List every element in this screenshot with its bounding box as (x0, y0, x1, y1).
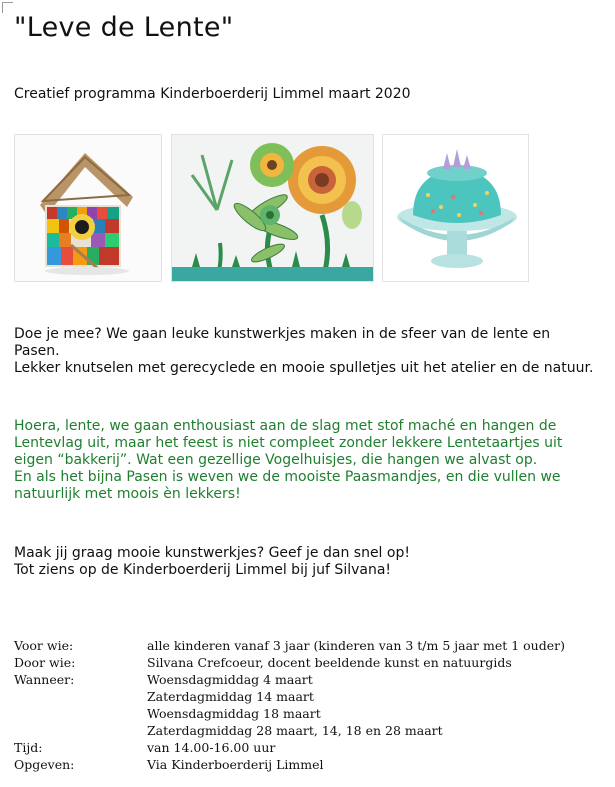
details-value: van 14.00-16.00 uur (147, 740, 276, 755)
details-value: Woensdagmiddag 4 maart (147, 672, 313, 687)
intro-line: Doe je mee? We gaan leuke kunstwerkjes maken in de sfeer van de lente en (14, 326, 551, 342)
green-line: Hoera, lente, we gaan enthousiast aan de slag met stof maché en hangen de (14, 418, 557, 434)
details-value: Zaterdagmiddag 14 maart (147, 689, 314, 704)
details-label: Door wie: (14, 655, 76, 670)
details-label: Wanneer: (14, 672, 75, 687)
cake-photo (382, 134, 529, 282)
details-label: Tijd: (14, 740, 43, 755)
details-value: Zaterdagmiddag 28 maart, 14, 18 en 28 maart (147, 723, 443, 738)
closing-paragraph (14, 545, 614, 579)
green-line: Lentevlag uit, maar het feest is niet compleet zonder lekkere Lentetaartjes uit (14, 435, 563, 451)
details-label: Opgeven: (14, 757, 75, 772)
details-value: Woensdagmiddag 18 maart (147, 706, 321, 721)
details-value: Via Kinderboerderij Limmel (147, 757, 324, 772)
intro-line: Lekker knutselen met gerecyclede en mooie spulletjes uit het atelier en de natuur. (14, 360, 594, 376)
subtitle: Creatief programma Kinderboerderij Limmel maart 2020 (14, 86, 411, 102)
green-line: natuurlijk met moois èn lekkers! (14, 486, 241, 502)
details-value: alle kinderen vanaf 3 jaar (kinderen van 3 t/m 5 jaar met 1 ouder) (147, 638, 565, 653)
closing-line: Maak jij graag mooie kunstwerkjes? Geef je dan snel op! (14, 545, 410, 561)
closing-line: Tot ziens op de Kinderboerderij Limmel bij juf Silvana! (14, 562, 392, 578)
page-corner-mark (2, 2, 13, 13)
intro-paragraph (14, 326, 614, 377)
birdhouse-photo (14, 134, 162, 282)
flower-artwork-photo (171, 134, 374, 282)
details-label: Voor wie: (14, 638, 74, 653)
green-paragraph (14, 418, 614, 503)
green-line: eigen “bakkerij”. Wat een gezellige Vogelhuisjes, die hangen we alvast op. (14, 452, 538, 468)
green-line: En als het bijna Pasen is weven we de mooiste Paasmandjes, en die vullen we (14, 469, 561, 485)
details-value: Silvana Crefcoeur, docent beeldende kunst en natuurgids (147, 655, 512, 670)
intro-line: Pasen. (14, 343, 60, 359)
page-title: "Leve de Lente" (14, 12, 234, 43)
